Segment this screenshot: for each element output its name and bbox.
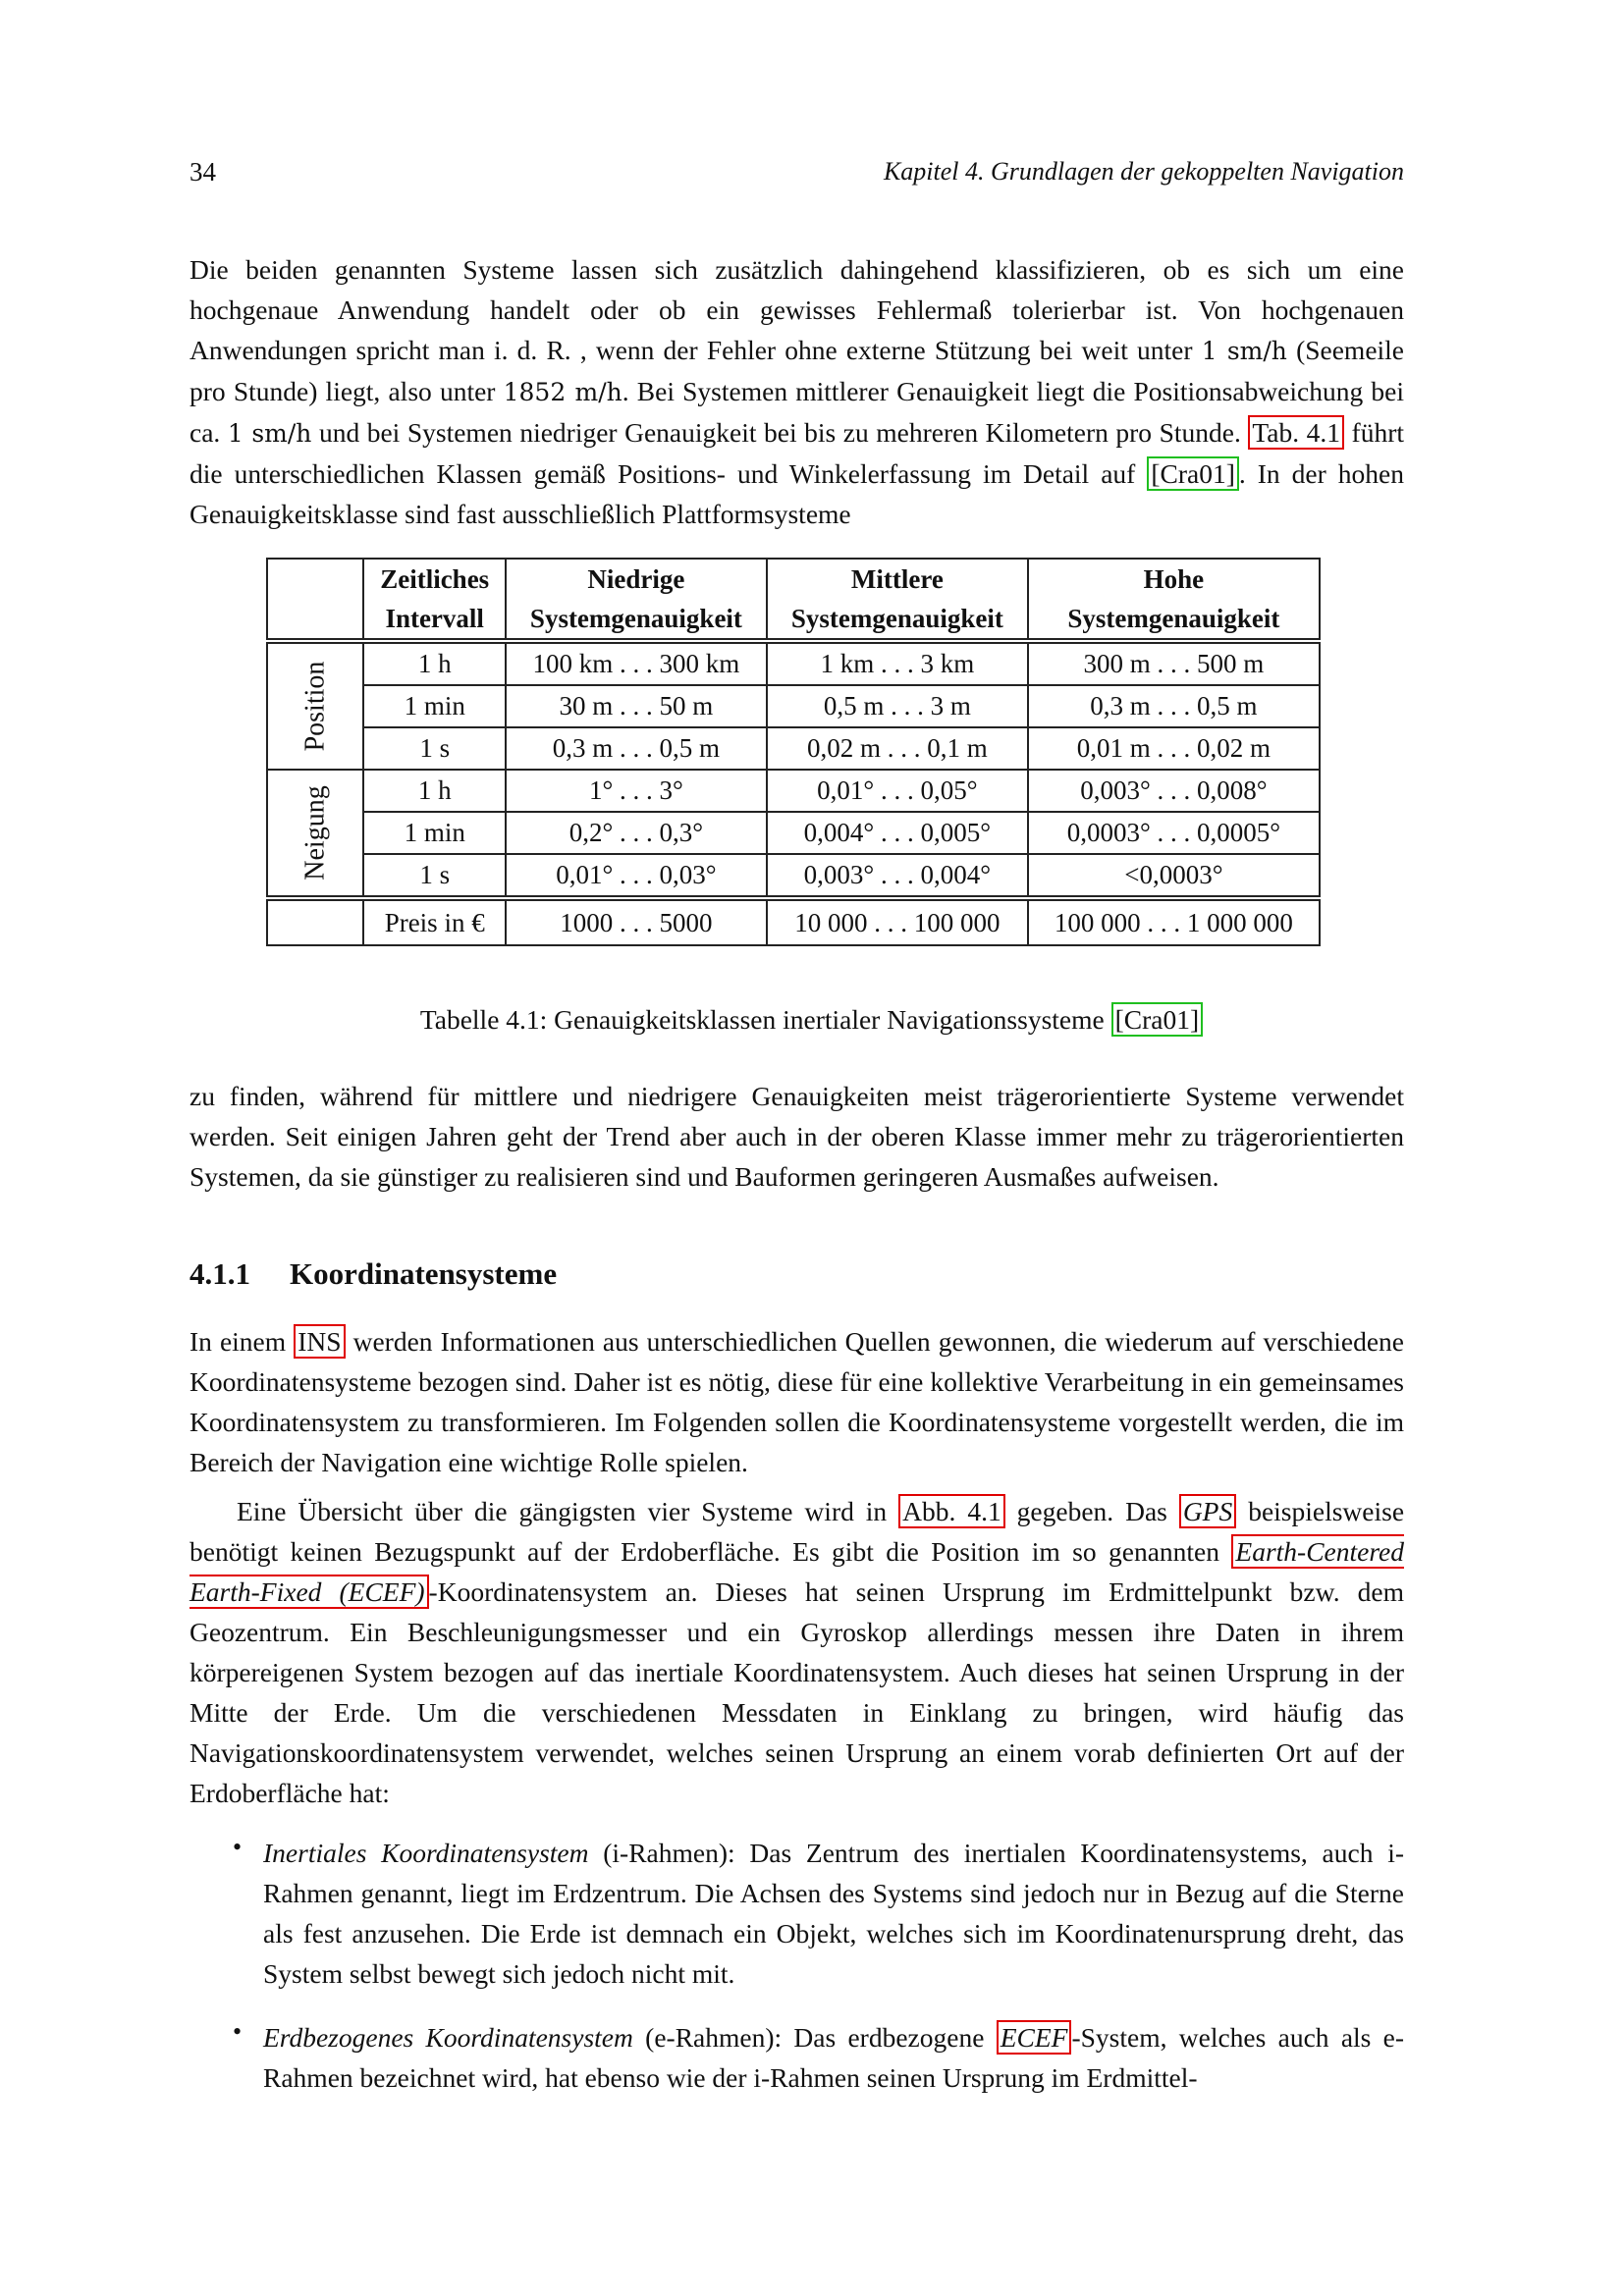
table-cell: 1° . . . 3° [506, 770, 767, 812]
caption-citation-link[interactable]: [Cra01] [1111, 1002, 1204, 1037]
table-row [267, 854, 1320, 898]
table-cell: 300 m . . . 500 m [1028, 641, 1320, 685]
table-row [267, 685, 1320, 727]
table-cell: 1000 . . . 5000 [506, 898, 767, 945]
table-cell: 10 000 . . . 100 000 [767, 898, 1028, 945]
table-cell: 1 s [363, 854, 506, 898]
price-blank [267, 898, 363, 945]
ins-acronym-link[interactable]: INS [294, 1324, 345, 1359]
table-cell: 0,003° . . . 0,008° [1028, 770, 1320, 812]
header-high: Hohe Systemgenauigkeit [1028, 559, 1320, 641]
table-reference-link[interactable]: Tab. 4.1 [1248, 415, 1344, 450]
table-cell: 0,01 m . . . 0,02 m [1028, 727, 1320, 770]
table-cell: 0,3 m . . . 0,5 m [1028, 685, 1320, 727]
figure-reference-link[interactable]: Abb. 4.1 [898, 1494, 1005, 1528]
table-cell: 1 min [363, 812, 506, 854]
table-cell: 0,004° . . . 0,005° [767, 812, 1028, 854]
table-cell: <0,0003° [1028, 854, 1320, 898]
table-caption: Tabelle 4.1: Genauigkeitsklassen inertialer Navigationssysteme [Cra01] [0, 1004, 1623, 1036]
list-item: Erdbezogenes Koordinatensystem (e-Rahmen): Das erdbezogene ECEF -System, welches auch als e-Rahmen bezeichnet wird, hat ebenso wie der i-Rahmen seinen Ursprung im Erdmittel- [263, 2022, 1405, 2093]
table-cell: 1 km . . . 3 km [767, 641, 1028, 685]
intro-paragraph: Die beiden genannten Systeme lassen sich zusätzlich dahingehend klassifizieren, ob es sich um eine hochgenaue Anwendung handelt oder ob ein gewisses Fehlermaß tolerierbar ist. Von hochgenauen Anwendungen spricht man i. d. R. , wenn der Fehler ohne externe Stützung bei weit unter 1 sm/h (Seemeile pro Stunde) liegt, also unter 1852 m/h. Bei Systemen mittlerer Genauigkeit liegt die Positionsabweichung bei ca. 1 sm/h und bei Systemen niedriger Genauigkeit bei bis zu mehreren Kilometern pro Stunde. Tab. 4.1 führt die unterschiedlichen Klassen gemäß Positions- und Winkelerfassung im Detail auf [Cra01] . In der hohen Genauigkeitsklasse sind fast ausschließlich Plattformsysteme [189, 254, 1405, 529]
table-row [267, 770, 1320, 812]
table-row [267, 812, 1320, 854]
accuracy-table [266, 558, 1321, 946]
section-paragraph-2: Eine Übersicht über die gängigsten vier Systeme wird in Abb. 4.1 gegeben. Das GPS beispielsweise benötigt keinen Bezugspunkt auf der Erdoberfläche. Es gibt die Position im so genannten Earth-Centered Earth-Fixed (ECEF) -Koordinatensystem an. Dieses hat seinen Ursprung im Erdmittelpunkt bzw. dem Geozentrum. Ein Beschleunigungsmesser und ein Gyroskop allerdings messen ihre Daten in ihrem körpereigenen System bezogen auf das inertiale Koordinatensystem. Auch dieses hat seinen Ursprung in der Mitte der Erde. Um die verschiedenen Messdaten in Einklang zu bringen, wird häufig das Navigationskoordinatensystem verwendet, welches seinen Ursprung an einem vorab definierten Ort auf der Erdoberfläche hat: [189, 1496, 1405, 1808]
table-cell: 0,0003° . . . 0,0005° [1028, 812, 1320, 854]
table-cell: 1 min [363, 685, 506, 727]
page-number: 34 [189, 157, 216, 187]
gps-acronym-link[interactable]: GPS [1179, 1494, 1236, 1528]
table-cell: 0,3 m . . . 0,5 m [506, 727, 767, 770]
table-cell: 0,02 m . . . 0,1 m [767, 727, 1028, 770]
table-cell: 1 h [363, 770, 506, 812]
group-neigung: Neigung [267, 770, 363, 898]
after-table-paragraph: zu finden, während für mittlere und niedrigere Genauigkeiten meist trägerorientierte Systeme verwendet werden. Seit einigen Jahren geht der Trend aber auch in der oberen Klasse immer mehr zu trägerorientierten Systemen, da sie günstiger zu realisieren sind und Bauformen geringeren Ausmaßes aufweisen. [189, 1081, 1404, 1192]
bullet-icon: • [233, 1833, 243, 1861]
list-item: Inertiales Koordinatensystem (i-Rahmen): Das Zentrum des inertialen Koordinatensystems, auch i-Rahmen genannt, liegt im Erdzentrum. Die Achsen des Systems sind jedoch nur in Bezug auf die Sterne als fest anzusehen. Die Erde ist demnach ein Objekt, welches sich im Koordinatenursprung dreht, das System selbst bewegt sich jedoch nicht mit. [263, 1838, 1405, 1989]
table-cell: 0,5 m . . . 3 m [767, 685, 1028, 727]
table-cell: 0,003° . . . 0,004° [767, 854, 1028, 898]
table-cell: 30 m . . . 50 m [506, 685, 767, 727]
section-paragraph-1: In einem INS werden Informationen aus unterschiedlichen Quellen gewonnen, die wiederum auf verschiedene Koordinatensysteme bezogen sind. Daher ist es nötig, diese für eine kollektive Verarbeitung in ein gemeinsames Koordinatensystem zu transformieren. Im Folgenden sollen die Koordinatensysteme vorgestellt werden, die im Bereich der Navigation eine wichtige Rolle spielen. [189, 1326, 1405, 1477]
header-mid: Mittlere Systemgenauigkeit [767, 559, 1028, 641]
section-heading: 4.1.1 Koordinatensysteme [189, 1256, 558, 1291]
table-row [267, 727, 1320, 770]
table-cell: 0,01° . . . 0,03° [506, 854, 767, 898]
bullet-icon: • [233, 2017, 243, 2046]
table-cell: 100 000 . . . 1 000 000 [1028, 898, 1320, 945]
table-cell: 1 h [363, 641, 506, 685]
ecef-acronym-link[interactable]: Earth-Centered Earth-Fixed (ECEF) [189, 1536, 1404, 1607]
table-cell: 0,01° . . . 0,05° [767, 770, 1028, 812]
price-label: Preis in € [363, 898, 506, 945]
table-cell: 0,2° . . . 0,3° [506, 812, 767, 854]
table-corner [267, 559, 363, 641]
table-cell: 1 s [363, 727, 506, 770]
price-row [267, 898, 1320, 945]
header-low: Niedrige Systemgenauigkeit [506, 559, 767, 641]
table-cell: 100 km . . . 300 km [506, 641, 767, 685]
group-position: Position [267, 641, 363, 770]
table-row [267, 641, 1320, 685]
ecef-acronym-link[interactable]: ECEF [997, 2020, 1072, 2055]
running-head: Kapitel 4. Grundlagen der gekoppelten Navigation [883, 157, 1404, 186]
citation-link[interactable]: [Cra01] [1147, 456, 1239, 491]
header-interval: Zeitliches Intervall [363, 559, 506, 641]
